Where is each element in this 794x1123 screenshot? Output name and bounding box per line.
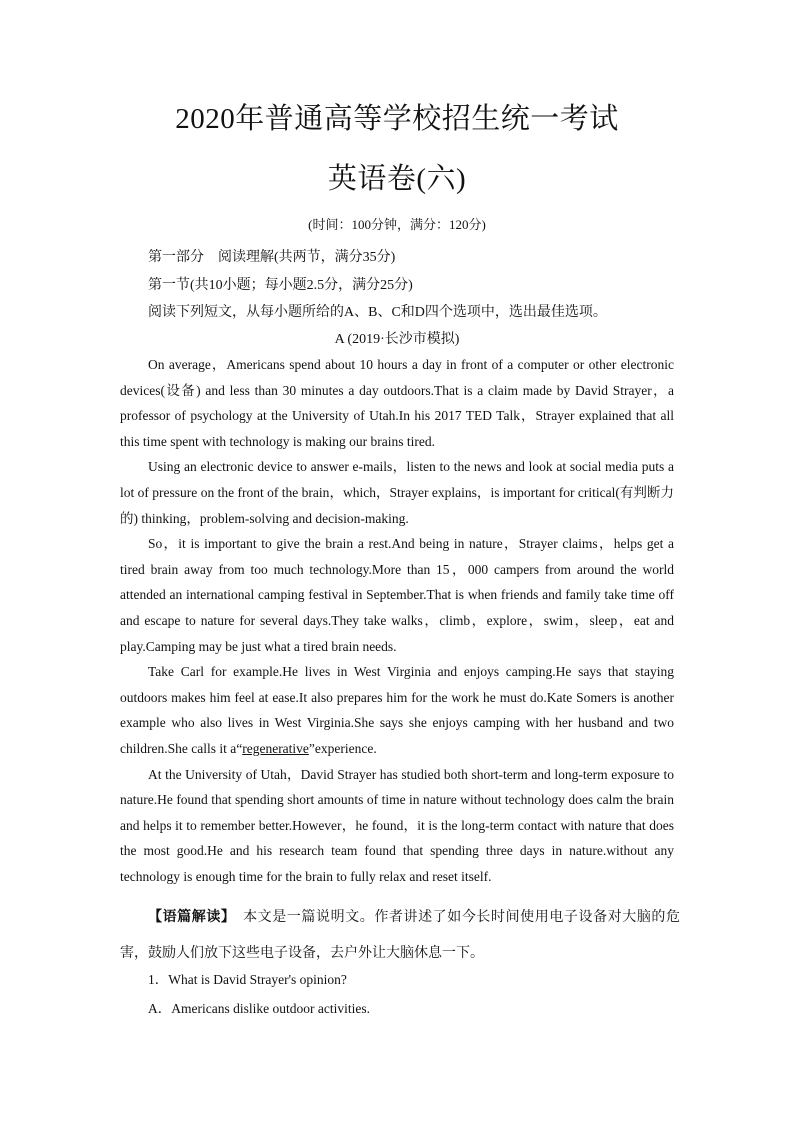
passage-paragraph-2: Using an electronic device to answer e-mails，listen to the news and look at social media puts a lot of pressure on the front of the brain，which，Strayer explains，is important for critical(有判断力的) thinking，problem-solving and decision-making. (120, 459, 674, 526)
passage-analysis (120, 900, 680, 972)
question-option-a: A．Americans dislike outdoor activities. (148, 1001, 370, 1016)
paragraph-4-text-after: ”experience. (308, 740, 377, 756)
paragraph-4-text-before: Take Carl for example.He lives in West Virginia and enjoys camping.He says that staying outdoors makes him feel at ease.It also prepares him for the work he must do.Kate Somers is another example who also lives in West Virginia.She says she enjoys camping with her husband and two children.She calls it a“ (120, 664, 674, 756)
section-heading: 第一节(共10小题；每小题2.5分，满分25分) (148, 278, 413, 293)
passage-paragraph-4 (120, 659, 674, 761)
analysis-text: 本文是一篇说明文。作者讲述了如今长时间使用电子设备对大脑的危害，鼓励人们放下这些电子设备，去户外让大脑休息一下。 (120, 910, 681, 961)
passage-label: A (2019·长沙市模拟) (334, 332, 460, 347)
exam-info: (时间：100分钟，满分：120分) (308, 217, 486, 232)
passage-paragraph-5: At the University of Utah，David Strayer has studied both short-term and long-term exposure to nature.He found that spending short amounts of time in nature without technology does calm the brain and helps it to remember better.However，he found，it is the long-term contact with nature that does the most good.He and his research team found that spending three days in nature.without any technology is enough time for the brain to fully relax and reset itself. (120, 766, 674, 884)
passage-paragraph-3: So，it is important to give the brain a rest.And being in nature，Strayer claims，helps get a tired brain away from too much technology.More than 15，000 campers from around the world attended an international camping festival in September.That is when friends and family take time off and escape to nature for several days.They take walks，climb，explore，swim，sleep，eat and play.Camping may be just what a tired brain needs. (120, 536, 674, 654)
passage-body (120, 352, 674, 889)
directions-text: 阅读下列短文，从每小题所给的A、B、C和D四个选项中，选出最佳选项。 (148, 305, 607, 320)
document-title: 2020年普通高等学校招生统一考试 (175, 103, 619, 135)
underlined-word: regenerative (242, 740, 309, 756)
part-heading: 第一部分 阅读理解(共两节，满分35分) (148, 250, 396, 265)
analysis-tag: 【语篇解读】 (148, 910, 229, 925)
passage-paragraph-1: On average，Americans spend about 10 hours a day in front of a computer or other electronic devices(设备) and less than 30 minutes a day outdoors.That is a claim made by David Strayer，a professor of psychology at the University of Utah.In his 2017 TED Talk，Strayer explained that all this time spent with technology is making our brains tired. (120, 357, 674, 449)
question-stem: 1．What is David Strayer's opinion? (148, 972, 347, 987)
document-subtitle: 英语卷(六) (327, 163, 467, 195)
